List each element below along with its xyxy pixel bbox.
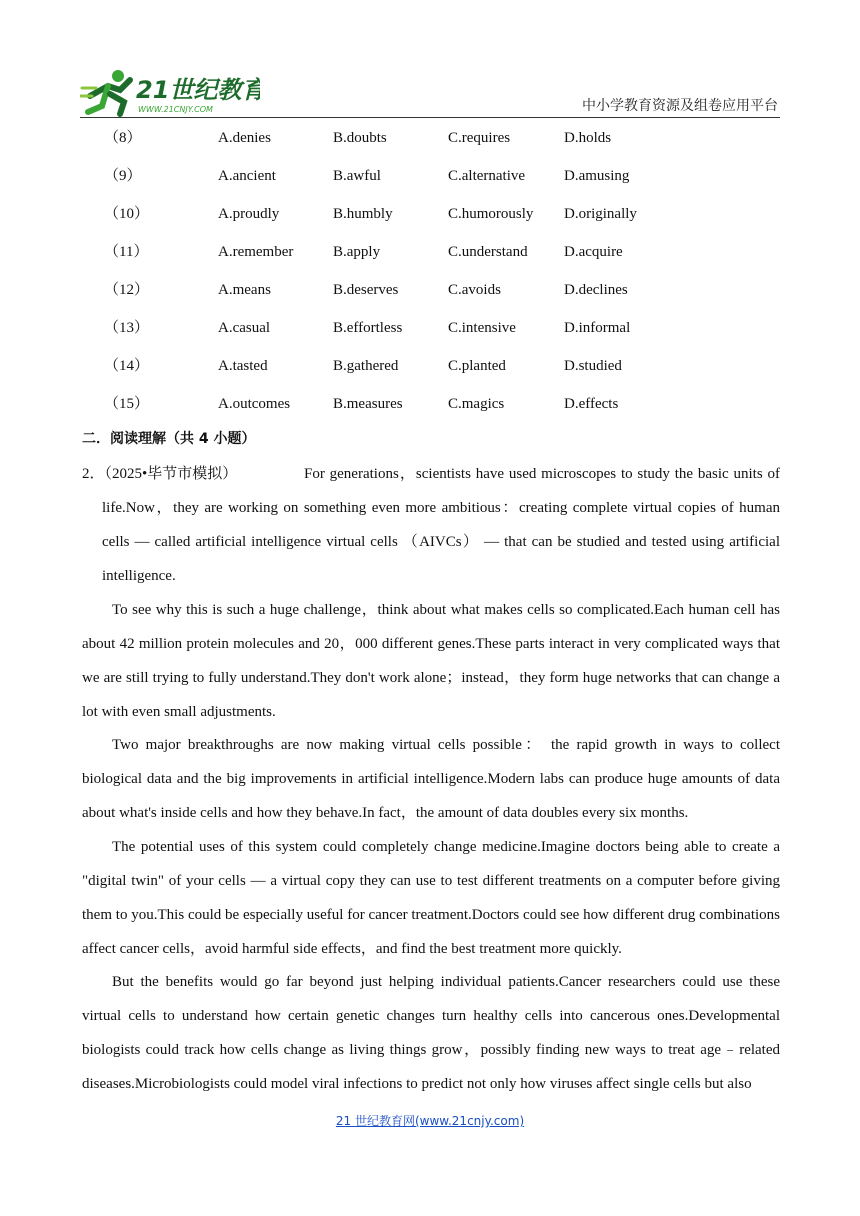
option-d: D.originally (564, 206, 637, 222)
header-divider (80, 117, 780, 118)
question-number: （12） (104, 282, 150, 298)
question-number: （11） (104, 244, 149, 260)
option-row (80, 126, 780, 164)
question-source: 2．（2025•毕节市模拟） (82, 466, 238, 482)
logo-wordmark: 21世纪教育 (136, 76, 260, 104)
platform-name: 中小学教育资源及组卷应用平台 (582, 98, 778, 114)
option-b: B.gathered (333, 358, 399, 374)
option-b: B.measures (333, 396, 403, 412)
paragraph: But the benefits would go far beyond just helping individual patients.Cancer researchers could use these virtual cells to understand how certain genetic changes turn healthy cells into cancerous ones.Developmental biologists could track how cells change as living things grow，possibly finding new ways to treat age﹣related diseases.Microbiologists could model viral infections to predict not only how viruses affect single cells but also (82, 974, 780, 1092)
paragraph: life.Now，they are working on something even more ambitious：creating complete virtual copies of human cells — called artificial intelligence virtual cells （AIVCs） — that can be studied and tested using artificial intelligence. (102, 500, 780, 584)
question-number: （10） (104, 206, 150, 222)
option-a: A.denies (218, 130, 271, 146)
page-header (80, 66, 780, 118)
option-b: B.apply (333, 244, 381, 260)
option-d: D.acquire (564, 244, 623, 260)
logo-url: WWW.21CNJY.COM (138, 105, 213, 114)
option-c: C.avoids (448, 282, 501, 298)
question-number: （15） (104, 396, 150, 412)
option-b: B.doubts (333, 130, 387, 146)
question-number: （13） (104, 320, 150, 336)
option-b: B.deserves (333, 282, 399, 298)
passage-paragraph (82, 728, 780, 830)
option-c: C.understand (448, 244, 528, 260)
option-d: D.studied (564, 358, 622, 374)
option-c: C.intensive (448, 320, 516, 336)
option-a: A.means (218, 282, 271, 298)
option-row (80, 278, 780, 316)
option-b: B.awful (333, 168, 381, 184)
passage-paragraph (82, 830, 780, 966)
option-d: D.amusing (564, 168, 630, 184)
option-d: D.informal (564, 320, 631, 336)
footer-link[interactable]: 21 世纪教育网(www.21cnjy.com) (335, 1114, 525, 1128)
option-row (80, 392, 780, 430)
option-row (80, 240, 780, 278)
option-a: A.remember (218, 244, 294, 260)
option-d: D.declines (564, 282, 628, 298)
option-b: B.effortless (333, 320, 403, 336)
question-number: （8） (104, 130, 142, 146)
option-row (80, 164, 780, 202)
option-c: C.requires (448, 130, 511, 146)
question-number: （9） (104, 168, 142, 184)
question-first-line: For generations，scientists have used microscopes to study the basic units of (304, 466, 780, 482)
question-number: （14） (104, 358, 150, 374)
option-c: C.magics (448, 396, 505, 412)
option-b: B.humbly (333, 206, 393, 222)
option-c: C.humorously (448, 206, 534, 222)
question-heading (82, 462, 780, 486)
options-table (80, 126, 780, 430)
passage-paragraph (82, 965, 780, 1101)
option-row (80, 316, 780, 354)
option-a: A.outcomes (218, 396, 291, 412)
paragraph: Two major breakthroughs are now making virtual cells possible： the rapid growth in ways to collect biological data and the big improvements in artificial intelligence.Modern labs can produce huge amounts of data about what's inside cells and how they behave.In fact，the amount of data doubles every six months. (82, 737, 780, 821)
paragraph: The potential uses of this system could completely change medicine.Imagine doctors being able to create a "digital twin" of your cells — a virtual copy they can use to test different treatments on a computer before giving them to you.This could be especially useful for cancer treatment.Doctors could see how different drug combinations affect cancer cells，avoid harmful side effects，and find the best treatment more quickly. (82, 839, 780, 957)
passage-intro (102, 491, 780, 593)
option-a: A.tasted (218, 358, 268, 374)
option-a: A.casual (218, 320, 271, 336)
option-a: A.proudly (218, 206, 280, 222)
option-row (80, 202, 780, 240)
option-c: C.planted (448, 358, 506, 374)
section-title: 二．阅读理解（共 4 小题） (82, 431, 256, 447)
option-a: A.ancient (218, 168, 276, 184)
option-row (80, 354, 780, 392)
brand-logo (80, 66, 260, 118)
runner-logo-icon (80, 66, 260, 118)
passage-paragraph (82, 593, 780, 729)
option-c: C.alternative (448, 168, 526, 184)
option-d: D.holds (564, 130, 612, 146)
paragraph: To see why this is such a huge challenge，think about what makes cells so complicated.Each human cell has about 42 million protein molecules and 20，000 different genes.These parts interact in very complicated ways that we are still trying to fully understand.They don't work alone；instead，they form huge networks that can change a lot with even small adjustments. (82, 602, 780, 720)
option-d: D.effects (564, 396, 619, 412)
